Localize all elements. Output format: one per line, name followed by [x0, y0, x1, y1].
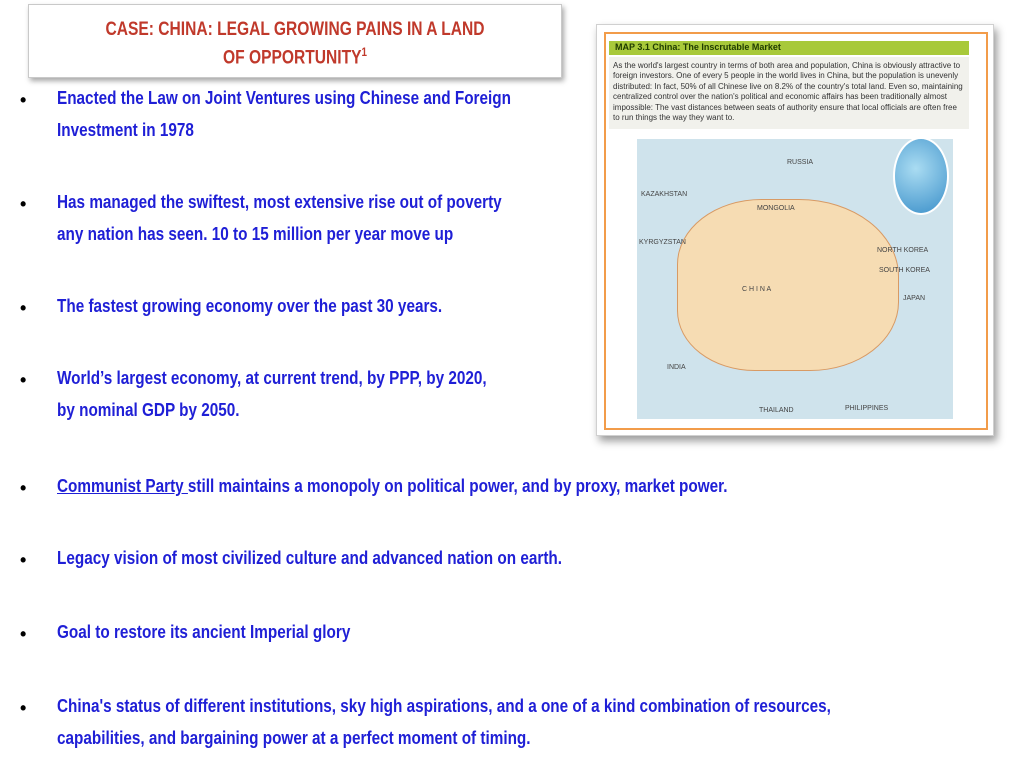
china-region-shape — [677, 199, 899, 371]
bullet-text: capabilities, and bargaining power at a perfect moment of timing. — [57, 728, 531, 748]
slide-title-line2: OF OPPORTUNITY$^1$ — [223, 45, 367, 69]
bullet-dot: • — [20, 298, 27, 318]
bullet-text: by nominal GDP by 2050. — [57, 400, 240, 420]
bullet-text: Investment in 1978 — [57, 120, 194, 140]
map-label: PHILIPPINES — [845, 405, 889, 412]
map-label: C H I N A — [742, 286, 772, 293]
bullet-text: Goal to restore its ancient Imperial glory — [57, 622, 351, 642]
bullet-text: Communist Party still maintains a monopoly on political power, and by proxy, market power. — [57, 476, 728, 496]
map-label: THAILAND — [759, 407, 794, 414]
map-label: SOUTH KOREA — [879, 267, 930, 274]
bullet-dot: • — [20, 370, 27, 390]
map-label: RUSSIA — [787, 159, 814, 166]
map-description: As the world's largest country in terms of both area and population, China is obviously attractive to foreign investors. One of every 5 people in the world lives in China, but the population is unevenly distributed: In fact, 50% of all Chinese live on 8.2% of the country's total land. Even so, maintaining centralized control over the nation's political and economic affairs has been traditionally almost impossible: The vast distances between seats of authority ensure that local officials are often free to run things the way they want to. — [609, 57, 969, 129]
bullet-text: The fastest growing economy over the past 30 years. — [57, 296, 443, 316]
bullet-text: China's status of different institutions, sky high aspirations, and a one of a kind combination of resources, — [57, 696, 831, 716]
bullet-text: any nation has seen. 10 to 15 million per year move up — [57, 224, 454, 244]
bullet-dot: • — [20, 194, 27, 214]
slide-title-line1: CASE: CHINA: LEGAL GROWING PAINS IN A LAND — [105, 19, 485, 40]
footnote-marker: 1 — [361, 45, 367, 59]
bullet-dot: • — [20, 478, 27, 498]
slide-title-box — [28, 4, 562, 78]
map-label: JAPAN — [903, 295, 926, 302]
bullet-text: Enacted the Law on Joint Ventures using Chinese and Foreign — [57, 88, 511, 108]
china-map-figure — [596, 24, 994, 436]
map-label: INDIA — [667, 364, 686, 371]
bullet-dot: • — [20, 698, 27, 718]
bullet-text: World’s largest economy, at current trend, by PPP, by 2020, — [57, 368, 487, 388]
bullet-dot: • — [20, 624, 27, 644]
bullet-text: Has managed the swiftest, most extensive rise out of poverty — [57, 192, 502, 212]
map-label: KYRGYZSTAN — [639, 239, 686, 246]
map-label: KAZAKHSTAN — [641, 191, 688, 198]
bullet-dot: • — [20, 90, 27, 110]
communist-party-link[interactable]: Communist Party — [57, 476, 188, 496]
globe-inset — [893, 137, 949, 215]
bullet-text: Legacy vision of most civilized culture and advanced nation on earth. — [57, 548, 563, 568]
map-header: MAP 3.1 China: The Inscrutable Market — [609, 41, 969, 55]
map-label: MONGOLIA — [757, 205, 795, 212]
bullet-dot: • — [20, 550, 27, 570]
map-label: NORTH KOREA — [877, 247, 929, 254]
